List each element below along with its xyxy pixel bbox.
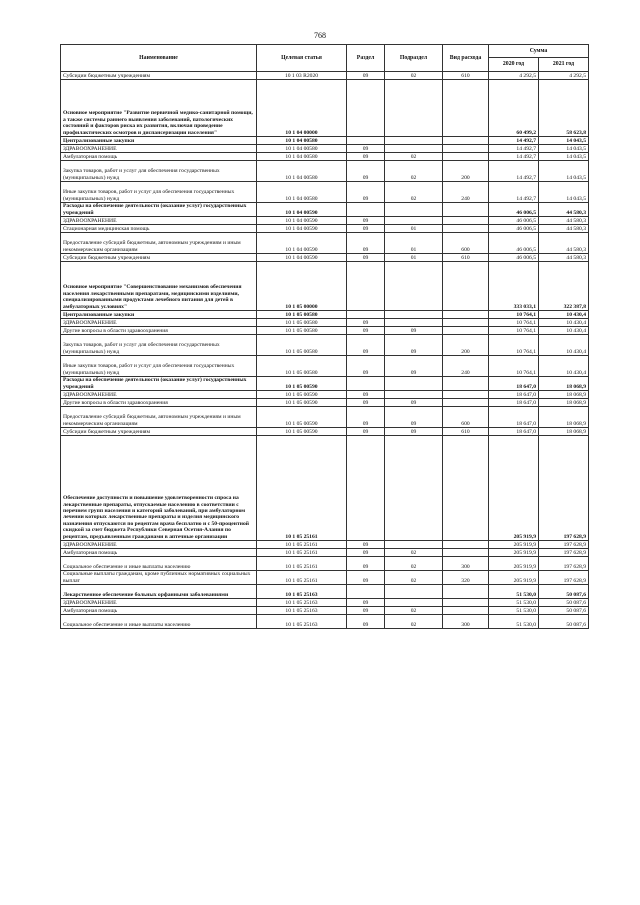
row-target-cell: 10 1 05 00580 [257,319,347,327]
row-target-cell: 10 1 05 00590 [257,399,347,407]
row-type-cell: 320 [443,571,489,585]
row-subsection-cell: 02 [385,571,443,585]
header-target: Целевая статья [257,45,347,72]
row-subsection-cell: 02 [385,153,443,161]
row-name-cell: Предоставление субсидий бюджетным, автономным учреждениям и иным некоммерческим организациям [61,233,257,254]
row-target-cell: 10 1 05 00590 [257,428,347,436]
row-2021-cell: 197 628,9 [539,549,589,557]
row-name-cell: Субсидии бюджетным учреждениям [61,72,257,80]
row-type-cell [443,541,489,549]
table-row [61,407,589,428]
row-target-cell: 10 1 05 00580 [257,327,347,335]
row-2020-cell: 51 530,0 [489,607,539,615]
budget-table [60,44,589,629]
table-row [61,377,589,391]
row-2020-cell: 18 647,0 [489,377,539,391]
row-2020-cell: 14 492,7 [489,145,539,153]
row-name-cell: Иные закупки товаров, работ и услуг для обеспечения государственных (муниципальных) нужд [61,182,257,203]
row-target-cell: 10 1 04 00000 [257,80,347,137]
header-year-2021: 2021 год [539,58,589,72]
row-section-cell: 09 [347,399,385,407]
row-target-cell: 10 1 05 00590 [257,377,347,391]
row-2021-cell: 18 068,9 [539,377,589,391]
table-row [61,327,589,335]
row-2020-cell: 10 764,1 [489,356,539,377]
table-row [61,80,589,137]
row-target-cell: 10 1 05 00000 [257,262,347,311]
row-subsection-cell [385,311,443,319]
table-row [61,233,589,254]
row-2021-cell: 44 580,3 [539,217,589,225]
row-2020-cell: 18 647,0 [489,391,539,399]
row-2020-cell: 14 492,7 [489,161,539,182]
row-type-cell: 600 [443,233,489,254]
header-subsection: Подраздел [385,45,443,72]
row-type-cell [443,137,489,145]
row-target-cell: 10 1 05 00580 [257,311,347,319]
row-subsection-cell [385,262,443,311]
table-row [61,571,589,585]
row-type-cell: 200 [443,335,489,356]
row-section-cell: 09 [347,233,385,254]
row-subsection-cell [385,319,443,327]
row-subsection-cell [385,203,443,217]
row-section-cell: 09 [347,254,385,262]
row-type-cell [443,436,489,541]
table-row [61,615,589,629]
row-type-cell [443,585,489,599]
row-type-cell [443,262,489,311]
row-type-cell [443,217,489,225]
row-2021-cell: 197 628,9 [539,541,589,549]
row-target-cell: 10 1 04 00590 [257,225,347,233]
row-2021-cell: 14 043,5 [539,145,589,153]
row-2020-cell: 51 530,0 [489,585,539,599]
row-type-cell [443,607,489,615]
row-type-cell [443,153,489,161]
table-row [61,153,589,161]
row-type-cell: 240 [443,356,489,377]
row-target-cell: 10 1 05 00580 [257,335,347,356]
row-2021-cell: 10 430,4 [539,356,589,377]
row-2020-cell: 10 764,1 [489,319,539,327]
row-2020-cell: 205 919,9 [489,549,539,557]
row-target-cell: 10 1 04 00580 [257,161,347,182]
header-name: Наименование [61,45,257,72]
row-subsection-cell: 02 [385,615,443,629]
row-section-cell: 09 [347,615,385,629]
row-2020-cell: 205 919,9 [489,571,539,585]
row-section-cell [347,436,385,541]
row-name-cell: Амбулаторная помощь [61,549,257,557]
table-row [61,145,589,153]
row-section-cell: 09 [347,327,385,335]
row-section-cell: 09 [347,153,385,161]
row-type-cell [443,311,489,319]
row-target-cell: 10 1 05 25161 [257,541,347,549]
row-2021-cell: 58 623,8 [539,80,589,137]
row-name-cell: ЗДРАВООХРАНЕНИЕ [61,541,257,549]
row-section-cell: 09 [347,161,385,182]
table-row [61,262,589,311]
row-subsection-cell: 01 [385,225,443,233]
row-type-cell: 610 [443,428,489,436]
row-name-cell: ЗДРАВООХРАНЕНИЕ [61,217,257,225]
row-type-cell [443,599,489,607]
row-name-cell: ЗДРАВООХРАНЕНИЕ [61,319,257,327]
table-row [61,161,589,182]
row-2021-cell: 197 628,9 [539,557,589,571]
row-type-cell [443,399,489,407]
row-2020-cell: 51 530,0 [489,615,539,629]
table-row [61,319,589,327]
row-target-cell: 10 1 03 R2020 [257,72,347,80]
row-name-cell: Предоставление субсидий бюджетным, автономным учреждениям и иным некоммерческим организациям [61,407,257,428]
row-section-cell [347,262,385,311]
row-type-cell [443,391,489,399]
row-type-cell: 610 [443,254,489,262]
row-target-cell: 10 1 05 00580 [257,356,347,377]
row-target-cell: 10 1 04 00580 [257,182,347,203]
row-name-cell: Расходы на обеспечение деятельности (оказание услуг) государственных учреждений [61,377,257,391]
row-target-cell: 10 1 05 25161 [257,436,347,541]
table-row [61,549,589,557]
row-target-cell: 10 1 04 00580 [257,137,347,145]
row-type-cell [443,549,489,557]
row-target-cell: 10 1 05 25163 [257,615,347,629]
row-2021-cell: 18 068,9 [539,399,589,407]
table-row [61,217,589,225]
row-2020-cell: 46 006,5 [489,203,539,217]
table-row [61,599,589,607]
row-2021-cell: 44 580,3 [539,203,589,217]
row-target-cell: 10 1 04 00580 [257,145,347,153]
table-row [61,428,589,436]
table-row [61,585,589,599]
row-type-cell [443,145,489,153]
row-name-cell: Другие вопросы в области здравоохранения [61,327,257,335]
row-2020-cell: 46 006,5 [489,225,539,233]
row-name-cell: ЗДРАВООХРАНЕНИЕ [61,145,257,153]
row-name-cell: Социальное обеспечение и иные выплаты населению [61,615,257,629]
row-subsection-cell: 02 [385,72,443,80]
row-name-cell: Другие вопросы в области здравоохранения [61,399,257,407]
row-type-cell: 300 [443,615,489,629]
row-2020-cell: 18 647,0 [489,407,539,428]
row-section-cell: 09 [347,217,385,225]
row-name-cell: Централизованные закупки [61,137,257,145]
row-target-cell: 10 1 05 25161 [257,549,347,557]
row-subsection-cell [385,599,443,607]
row-type-cell: 300 [443,557,489,571]
table-row [61,436,589,541]
row-2021-cell: 322 387,8 [539,262,589,311]
table-row [61,72,589,80]
row-2020-cell: 333 033,1 [489,262,539,311]
row-subsection-cell: 01 [385,254,443,262]
row-2020-cell: 14 492,7 [489,137,539,145]
row-subsection-cell [385,585,443,599]
row-section-cell [347,80,385,137]
row-subsection-cell: 09 [385,335,443,356]
row-2021-cell: 14 043,5 [539,137,589,145]
row-type-cell [443,203,489,217]
row-subsection-cell [385,80,443,137]
row-subsection-cell: 02 [385,607,443,615]
row-target-cell: 10 1 04 00590 [257,233,347,254]
row-2021-cell: 14 043,5 [539,153,589,161]
row-subsection-cell: 02 [385,557,443,571]
row-section-cell: 09 [347,72,385,80]
row-target-cell: 10 1 05 00590 [257,391,347,399]
row-2021-cell: 10 430,4 [539,319,589,327]
row-type-cell [443,80,489,137]
row-2021-cell: 44 580,3 [539,254,589,262]
row-type-cell: 610 [443,72,489,80]
row-name-cell: Субсидии бюджетным учреждениям [61,428,257,436]
row-name-cell: Иные закупки товаров, работ и услуг для обеспечения государственных (муниципальных) нужд [61,356,257,377]
row-target-cell: 10 1 04 00590 [257,203,347,217]
row-2021-cell: 50 087,6 [539,585,589,599]
row-subsection-cell [385,436,443,541]
row-2021-cell: 197 628,9 [539,571,589,585]
row-section-cell: 09 [347,225,385,233]
row-section-cell: 09 [347,571,385,585]
row-2020-cell: 46 006,5 [489,233,539,254]
row-2020-cell: 18 647,0 [489,428,539,436]
row-subsection-cell: 02 [385,161,443,182]
row-type-cell: 200 [443,161,489,182]
row-target-cell: 10 1 05 25163 [257,607,347,615]
header-sum: Сумма [489,45,589,58]
row-name-cell: Закупка товаров, работ и услуг для обеспечения государственных (муниципальных) нужд [61,161,257,182]
row-name-cell: Субсидии бюджетным учреждениям [61,254,257,262]
row-2020-cell: 18 647,0 [489,399,539,407]
table-row [61,391,589,399]
row-2020-cell: 10 764,1 [489,311,539,319]
row-name-cell: Амбулаторная помощь [61,153,257,161]
row-section-cell: 09 [347,145,385,153]
row-name-cell: Закупка товаров, работ и услуг для обеспечения государственных (муниципальных) нужд [61,335,257,356]
row-2021-cell: 197 628,9 [539,436,589,541]
row-name-cell: Обеспечение доступности и повышение удовлетворенности спроса на лекарственные препараты, отпускаемые населению в соответствии с перечнем групп населения и категорий заболеваний, при амбулаторном лечении которых лекарственные препараты и изделия медицинского назначения отпускаются по рецептам врача бесплатно и с 50-процентной скидкой за счет бюджета Республики Северная Осетия-Алания по рецептам, предъявленным гражданами в аптечные организации [61,436,257,541]
row-section-cell [347,203,385,217]
table-row [61,311,589,319]
row-subsection-cell [385,377,443,391]
row-2021-cell: 14 043,5 [539,161,589,182]
row-name-cell: Социальные выплаты гражданам, кроме публичных нормативных социальных выплат [61,571,257,585]
row-section-cell: 09 [347,319,385,327]
row-name-cell: ЗДРАВООХРАНЕНИЕ [61,599,257,607]
row-2021-cell: 10 430,4 [539,335,589,356]
row-2020-cell: 10 764,1 [489,327,539,335]
table-row [61,203,589,217]
row-2021-cell: 18 068,9 [539,428,589,436]
table-row [61,557,589,571]
row-2021-cell: 4 292,5 [539,72,589,80]
row-section-cell: 09 [347,541,385,549]
row-section-cell: 09 [347,182,385,203]
row-2021-cell: 50 087,6 [539,607,589,615]
row-2020-cell: 14 492,7 [489,182,539,203]
row-2021-cell: 50 087,6 [539,615,589,629]
row-name-cell: Лекарственное обеспечение больных орфанными заболеваниями [61,585,257,599]
table-row [61,225,589,233]
row-2020-cell: 205 919,9 [489,557,539,571]
row-section-cell [347,585,385,599]
row-2021-cell: 10 430,4 [539,311,589,319]
row-type-cell [443,377,489,391]
row-target-cell: 10 1 04 00590 [257,217,347,225]
row-2021-cell: 50 087,6 [539,599,589,607]
row-name-cell: Основное мероприятие "Совершенствование механизмов обеспечения населения лекарственными препаратами, медицинскими изделиями, специализированными продуктами лечебного питания для детей в амбулаторных условиях" [61,262,257,311]
table-header [61,45,589,72]
table-body [61,72,589,629]
row-subsection-cell: 02 [385,549,443,557]
row-section-cell: 09 [347,607,385,615]
row-2020-cell: 205 919,9 [489,436,539,541]
row-2021-cell: 14 043,5 [539,182,589,203]
row-section-cell [347,311,385,319]
row-2020-cell: 46 006,5 [489,254,539,262]
row-2020-cell: 46 006,5 [489,217,539,225]
row-type-cell [443,225,489,233]
row-subsection-cell [385,145,443,153]
row-section-cell [347,377,385,391]
row-section-cell [347,137,385,145]
table-row [61,182,589,203]
row-name-cell: Расходы на обеспечение деятельности (оказание услуг) государственных учреждений [61,203,257,217]
header-year-2020: 2020 год [489,58,539,72]
row-section-cell: 09 [347,407,385,428]
row-target-cell: 10 1 05 00590 [257,407,347,428]
row-type-cell: 600 [443,407,489,428]
row-section-cell: 09 [347,428,385,436]
row-target-cell: 10 1 04 00580 [257,153,347,161]
table-row [61,541,589,549]
row-section-cell: 09 [347,391,385,399]
row-subsection-cell [385,217,443,225]
row-2020-cell: 4 292,5 [489,72,539,80]
row-section-cell: 09 [347,335,385,356]
table-row [61,137,589,145]
row-subsection-cell: 09 [385,327,443,335]
row-subsection-cell: 09 [385,407,443,428]
row-target-cell: 10 1 05 25163 [257,585,347,599]
row-2021-cell: 18 068,9 [539,391,589,399]
row-name-cell: Основное мероприятие "Развитие первичной медико-санитарной помощи, а также системы раннего выявления заболеваний, патологических состояний и факторов риска их развития, включая проведение профилактических осмотров и диспансеризации населения" [61,80,257,137]
row-subsection-cell [385,391,443,399]
row-2020-cell: 205 919,9 [489,541,539,549]
row-2021-cell: 44 580,3 [539,225,589,233]
row-2021-cell: 18 068,9 [539,407,589,428]
row-target-cell: 10 1 05 25161 [257,557,347,571]
row-section-cell: 09 [347,599,385,607]
row-2020-cell: 51 530,0 [489,599,539,607]
row-subsection-cell: 01 [385,233,443,254]
row-2021-cell: 10 430,4 [539,327,589,335]
row-2021-cell: 44 580,3 [539,233,589,254]
row-2020-cell: 60 499,2 [489,80,539,137]
row-name-cell: Амбулаторная помощь [61,607,257,615]
row-name-cell: Стационарная медицинская помощь [61,225,257,233]
page-number: 768 [314,31,326,40]
row-type-cell: 240 [443,182,489,203]
table-row [61,399,589,407]
row-subsection-cell [385,541,443,549]
row-subsection-cell: 09 [385,399,443,407]
row-name-cell: Централизованные закупки [61,311,257,319]
table-row [61,335,589,356]
table-row [61,356,589,377]
table-row [61,254,589,262]
row-type-cell [443,327,489,335]
row-section-cell: 09 [347,356,385,377]
row-name-cell: ЗДРАВООХРАНЕНИЕ [61,391,257,399]
row-name-cell: Социальное обеспечение и иные выплаты населению [61,557,257,571]
row-subsection-cell: 09 [385,428,443,436]
row-subsection-cell [385,137,443,145]
row-type-cell [443,319,489,327]
row-2020-cell: 10 764,1 [489,335,539,356]
row-target-cell: 10 1 05 25163 [257,599,347,607]
header-section: Раздел [347,45,385,72]
row-section-cell: 09 [347,549,385,557]
row-target-cell: 10 1 04 00590 [257,254,347,262]
row-section-cell: 09 [347,557,385,571]
row-subsection-cell: 02 [385,182,443,203]
table-row [61,607,589,615]
row-subsection-cell: 09 [385,356,443,377]
row-2020-cell: 14 492,7 [489,153,539,161]
header-expense-type: Вид расхода [443,45,489,72]
row-target-cell: 10 1 05 25161 [257,571,347,585]
